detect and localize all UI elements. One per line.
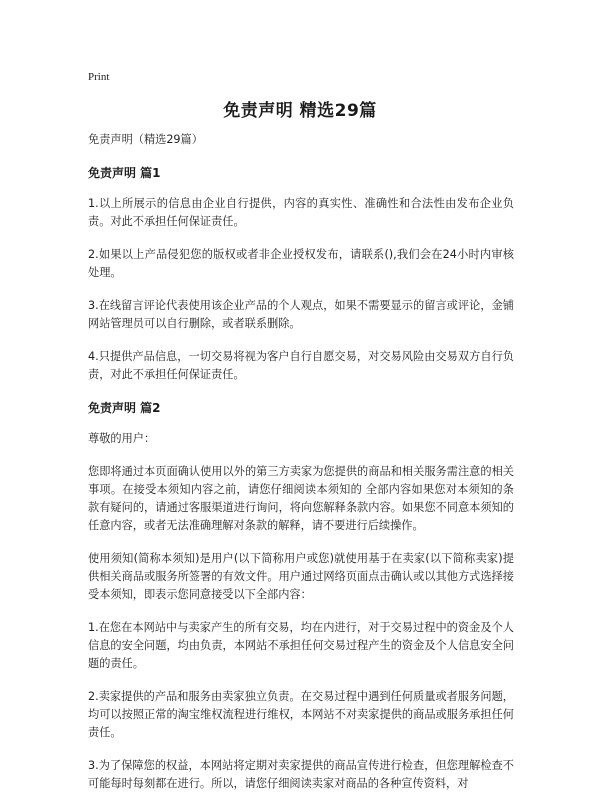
- paragraph: 2.卖家提供的产品和服务由卖家独立负责。在交易过程中遇到任何质量或者服务问题，均可以按照正常的淘宝维权流程进行维权，本网站不对卖家提供的商品或服务承担任何责任。: [88, 690, 514, 739]
- paragraph: 使用须知(简称本须知)是用户(以下简称用户或您)就使用基于在卖家(以下简称卖家)提供相关商品或服务所签署的有效文件。用户通过网络页面点击确认或以其他方式选择接受本须知，即表示您同意接受以下全部内容：: [88, 552, 514, 601]
- paragraph: 2.如果以上产品侵犯您的版权或者非企业授权发布，请联系(),我们会在24小时内审核处理。: [88, 248, 514, 279]
- section-heading-1: 免责声明 篇1: [88, 166, 161, 180]
- paragraph: 3.在线留言评论代表使用该企业产品的个人观点，如果不需要显示的留言或评论，金铺网站管理员可以自行删除，或者联系删除。: [88, 299, 514, 330]
- document-body: [88, 131, 514, 808]
- paragraph: 1.以上所展示的信息由企业自行提供，内容的真实性、准确性和合法性由发布企业负责。对此不承担任何保证责任。: [88, 197, 514, 228]
- document-subtitle: 免责声明（精选29篇）: [88, 133, 203, 146]
- paragraph: 3.为了保障您的权益，本网站将定期对卖家提供的商品宣传进行检查，但您理解检查不可能每时每刻都在进行。所以，请您仔细阅读卖家对商品的各种宣传资料，对: [88, 759, 514, 790]
- paragraph: 4.只提供产品信息，一切交易将视为客户自行自愿交易，对交易风险由交易双方自行负责，对此不承担任何保证责任。: [88, 350, 514, 381]
- print-label: Print: [88, 71, 110, 83]
- paragraph: 1.在您在本网站中与卖家产生的所有交易，均在内进行，对于交易过程中的资金及个人信息的安全问题，均由负责，本网站不承担任何交易过程产生的资金及个人信息安全问题的责任。: [88, 621, 514, 670]
- paragraph: 您即将通过本页面确认使用以外的第三方卖家为您提供的商品和相关服务需注意的相关事项。在接受本须知内容之前，请您仔细阅读本须知的 全部内容如果您对本须知的条款有疑问的，请通过客服渠道进行询问，将向您解释条款内容。如果您不同意本须知的任意内容，或者无法准确理解对条款的解释，请不要进行后续操作。: [88, 465, 514, 532]
- paragraph: 尊敬的用户：: [88, 432, 156, 445]
- section-heading-2: 免责声明 篇2: [88, 401, 161, 415]
- document-title: 免责声明 精选29篇: [223, 101, 377, 121]
